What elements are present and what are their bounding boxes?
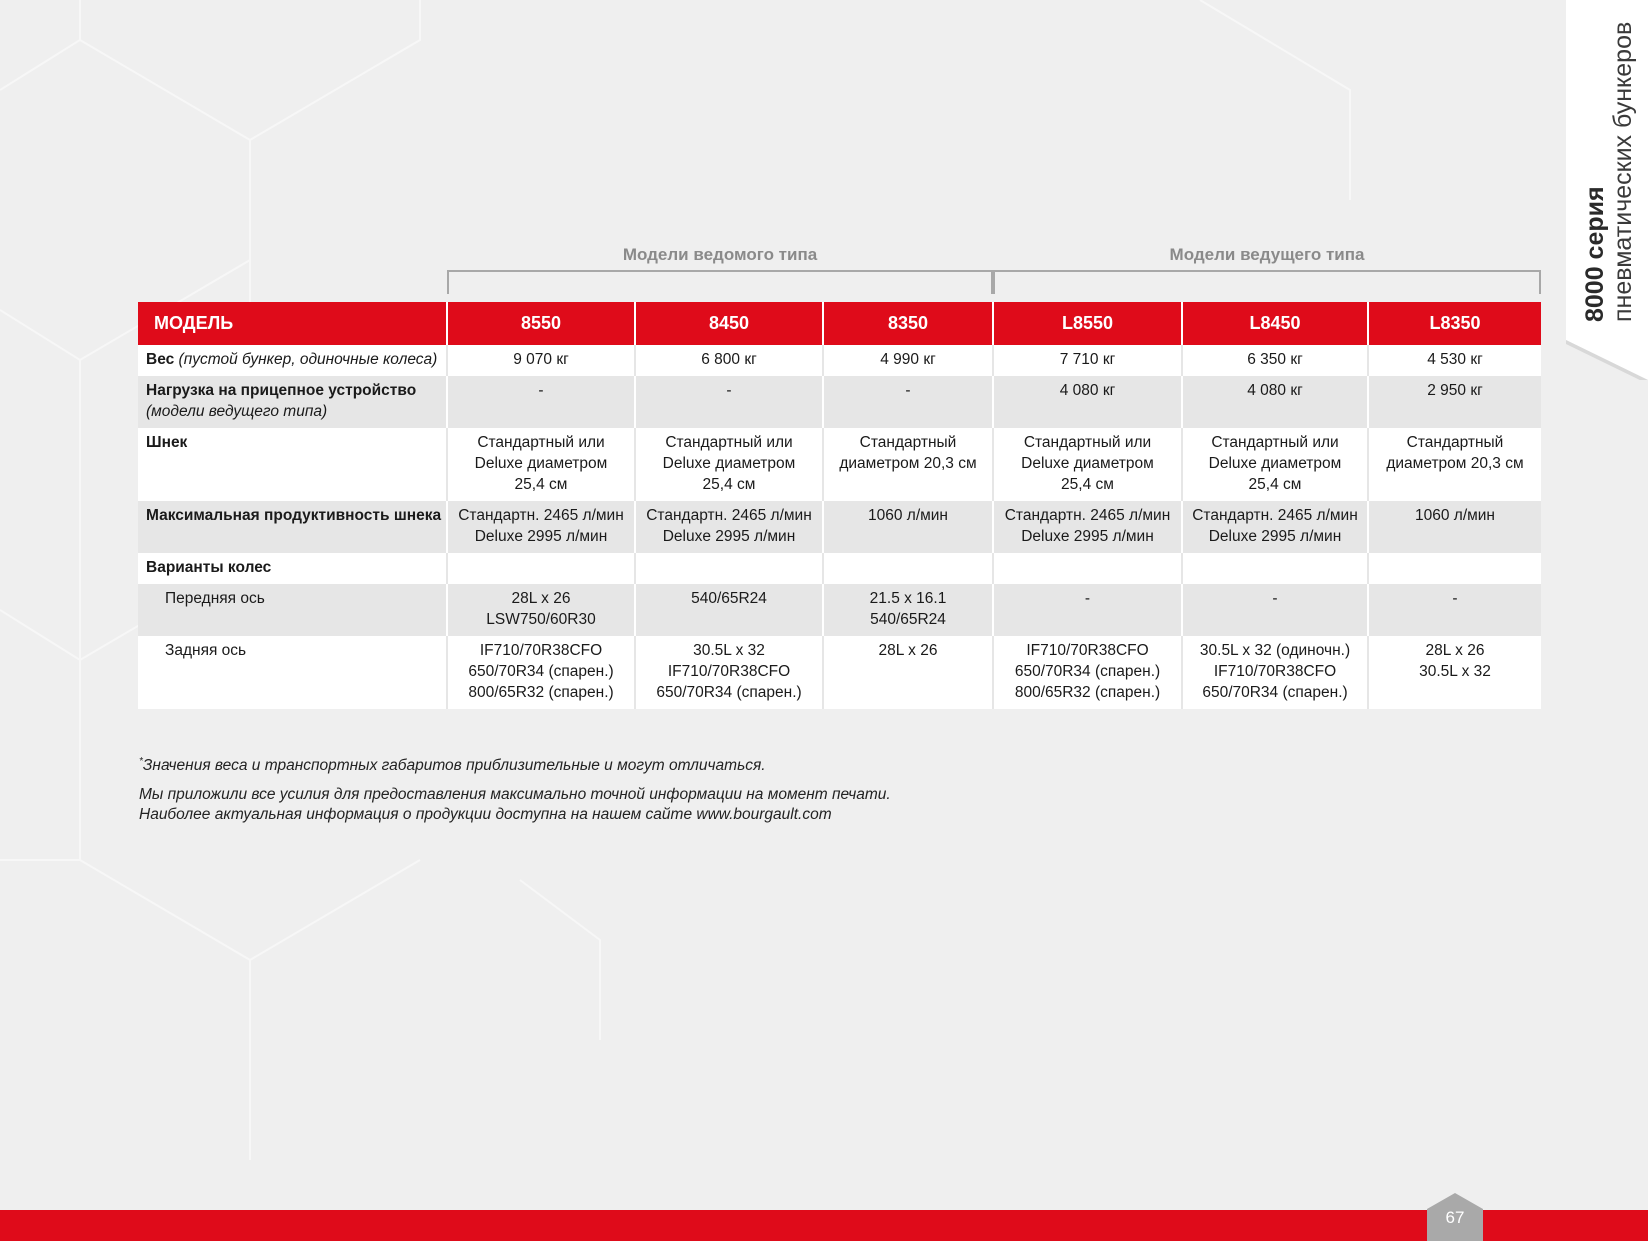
group-label-tow-between: Модели ведущего типа: [1169, 245, 1365, 264]
cell-line: 1060 л/мин: [1414, 507, 1495, 524]
table-cell: [1368, 428, 1541, 501]
row-label-italic: (модели ведущего типа): [146, 403, 328, 420]
disclaimer-line-2: Наиболее актуальная информация о продукции доступна на нашем сайте www.bourgault.com: [139, 806, 832, 824]
cell-line: 800/65R32 (спарен.): [468, 684, 614, 701]
group-label-towed: Модели ведомого типа: [622, 245, 818, 264]
table-header-row: [138, 302, 1541, 345]
section-title-line1: 8000 серия: [1581, 186, 1609, 322]
row-label-italic: (пустой бункер, одиночные колеса): [174, 351, 438, 368]
cell-line: -: [1452, 590, 1458, 607]
group-bracket-towed: [447, 270, 993, 294]
table-cell: 2 950 кг: [1368, 376, 1541, 428]
cell-line: 800/65R32 (спарен.): [1014, 684, 1161, 701]
row-label-bold: Максимальная продуктивность шнека: [146, 507, 442, 524]
cell-line: 30.5L x 32 (одиночн.): [1199, 642, 1351, 659]
cell-line: LSW750/60R30: [486, 611, 596, 628]
cell-line: IF710/70R38CFO: [479, 642, 603, 659]
cell-line: 650/70R34 (спарен.): [1014, 663, 1161, 680]
table-cell: [823, 584, 993, 636]
footnotes: [139, 752, 1039, 825]
header-8450: 8450: [635, 302, 823, 345]
cell-line: Стандартный или: [1023, 434, 1152, 451]
cell-line: 1060 л/мин: [867, 507, 948, 524]
cell-line: Deluxe 2995 л/мин: [662, 528, 796, 545]
row-label-wheel-options: [138, 553, 447, 584]
cell-line: 650/70R34 (спарен.): [468, 663, 614, 680]
cell-line: Стандартный: [859, 434, 957, 451]
cell-line: IF710/70R38CFO: [1213, 663, 1337, 680]
table-row-wheel-options: [138, 553, 1541, 584]
cell-line: диаметром 20,3 см: [1386, 455, 1524, 472]
table-cell: [1182, 501, 1368, 553]
table-row-auger: [138, 428, 1541, 501]
table-cell: [447, 584, 635, 636]
cell-line: 25,4 см: [702, 476, 756, 493]
cell-line: Deluxe 2995 л/мин: [1021, 528, 1154, 545]
table-cell: [823, 553, 993, 584]
row-label-bold: Нагрузка на прицепное устройство: [146, 382, 417, 399]
cell-line: 21.5 x 16.1: [869, 590, 947, 607]
row-label-rear-axle: Задняя ось: [138, 636, 447, 709]
cell-line: 25,4 см: [1248, 476, 1302, 493]
table-row-hitch-load: [138, 376, 1541, 428]
table-row-auger-capacity: [138, 501, 1541, 553]
table-cell: 7 710 кг: [993, 345, 1182, 376]
table-cell: [1368, 501, 1541, 553]
specifications-table: [138, 302, 1541, 709]
table-cell: [1368, 584, 1541, 636]
cell-line: Стандартн. 2465 л/мин: [1192, 507, 1358, 524]
row-label-bold: Шнек: [146, 434, 188, 451]
row-label-bold: Варианты колес: [146, 559, 272, 576]
table-cell: [993, 636, 1182, 709]
cell-line: Deluxe диаметром: [474, 455, 608, 472]
cell-line: Deluxe 2995 л/мин: [1208, 528, 1342, 545]
cell-line: Стандартн. 2465 л/мин: [458, 507, 624, 524]
header-8350: 8350: [823, 302, 993, 345]
cell-line: 28L x 26: [878, 642, 938, 659]
cell-line: 30.5L x 32: [1419, 663, 1491, 680]
table-cell: 4 080 кг: [1182, 376, 1368, 428]
cell-line: Стандартн. 2465 л/мин: [646, 507, 812, 524]
table-cell: [1182, 584, 1368, 636]
table-cell: [993, 553, 1182, 584]
header-l8550: L8550: [993, 302, 1182, 345]
table-cell: 6 350 кг: [1182, 345, 1368, 376]
cell-line: 25,4 см: [1061, 476, 1114, 493]
cell-line: -: [1084, 590, 1091, 607]
cell-line: Стандартный или: [665, 434, 793, 451]
cell-line: 650/70R34 (спарен.): [1202, 684, 1348, 701]
table-cell: [635, 553, 823, 584]
table-cell: [823, 636, 993, 709]
table-cell: [1182, 428, 1368, 501]
table-cell: [1182, 553, 1368, 584]
cell-line: диаметром 20,3 см: [839, 455, 977, 472]
row-label-auger: [138, 428, 447, 501]
footnote-text: Значения веса и транспортных габаритов приблизительные и могут отличаться.: [142, 757, 766, 775]
cell-line: Стандартный или: [477, 434, 605, 451]
group-bracket-tow-between: [993, 270, 1541, 294]
cell-line: Стандартный или: [1211, 434, 1339, 451]
table-cell: -: [635, 376, 823, 428]
cell-line: Deluxe диаметром: [1021, 455, 1154, 472]
cell-line: 28L x 26: [511, 590, 571, 607]
row-label-front-axle: Передняя ось: [138, 584, 447, 636]
table-cell: [1368, 636, 1541, 709]
cell-line: Deluxe 2995 л/мин: [474, 528, 608, 545]
table-row-front-axle: [138, 584, 1541, 636]
cell-line: 30.5L x 32: [693, 642, 765, 659]
table-row-rear-axle: [138, 636, 1541, 709]
table-cell: [993, 501, 1182, 553]
section-title-line2: пневматических бункеров: [1609, 21, 1637, 322]
row-label-bold: Вес: [146, 351, 175, 368]
table-cell: [447, 428, 635, 501]
cell-line: Стандартный: [1406, 434, 1504, 451]
page-number: 67: [1445, 1208, 1465, 1227]
footnote-mark: *: [139, 756, 143, 767]
row-label-weight: [138, 345, 447, 376]
cell-line: Deluxe диаметром: [1208, 455, 1342, 472]
disclaimer-line-1: Мы приложили все усилия для предоставления максимально точной информации на момент печати.: [139, 786, 891, 804]
table-cell: 4 530 кг: [1368, 345, 1541, 376]
table-row-weight: [138, 345, 1541, 376]
table-cell: -: [447, 376, 635, 428]
header-l8350: L8350: [1368, 302, 1541, 345]
cell-line: 650/70R34 (спарен.): [656, 684, 802, 701]
table-cell: [635, 428, 823, 501]
cell-line: IF710/70R38CFO: [667, 663, 791, 680]
table-cell: [823, 428, 993, 501]
table-cell: [993, 584, 1182, 636]
table-cell: 4 080 кг: [993, 376, 1182, 428]
section-title: [1580, 22, 1640, 322]
table-cell: [447, 501, 635, 553]
header-l8450: L8450: [1182, 302, 1368, 345]
cell-line: IF710/70R38CFO: [1026, 642, 1149, 659]
cell-line: 540/65R24: [870, 611, 946, 628]
cell-line: Deluxe диаметром: [662, 455, 796, 472]
table-cell: [447, 553, 635, 584]
table-cell: [635, 501, 823, 553]
footnote-weight: [139, 752, 1039, 776]
row-label-hitch-load: [138, 376, 447, 428]
table-cell: [635, 584, 823, 636]
table-cell: [993, 428, 1182, 501]
table-cell: -: [823, 376, 993, 428]
table-cell: [447, 636, 635, 709]
group-header-towed: [447, 244, 993, 292]
cell-line: 28L x 26: [1425, 642, 1485, 659]
footer-bar: [0, 1210, 1648, 1241]
header-model: МОДЕЛЬ: [138, 302, 447, 345]
row-label-auger-capacity: [138, 501, 447, 553]
table-cell: [823, 501, 993, 553]
cell-line: Стандартн. 2465 л/мин: [1004, 507, 1171, 524]
table-cell: [1368, 553, 1541, 584]
cell-line: -: [1272, 590, 1278, 607]
table-cell: 4 990 кг: [823, 345, 993, 376]
group-header-tow-between: [993, 244, 1541, 292]
table-cell: [1182, 636, 1368, 709]
table-cell: 9 070 кг: [447, 345, 635, 376]
table-cell: 6 800 кг: [635, 345, 823, 376]
cell-line: 540/65R24: [691, 590, 767, 607]
table-cell: [635, 636, 823, 709]
header-8550: 8550: [447, 302, 635, 345]
cell-line: 25,4 см: [514, 476, 568, 493]
